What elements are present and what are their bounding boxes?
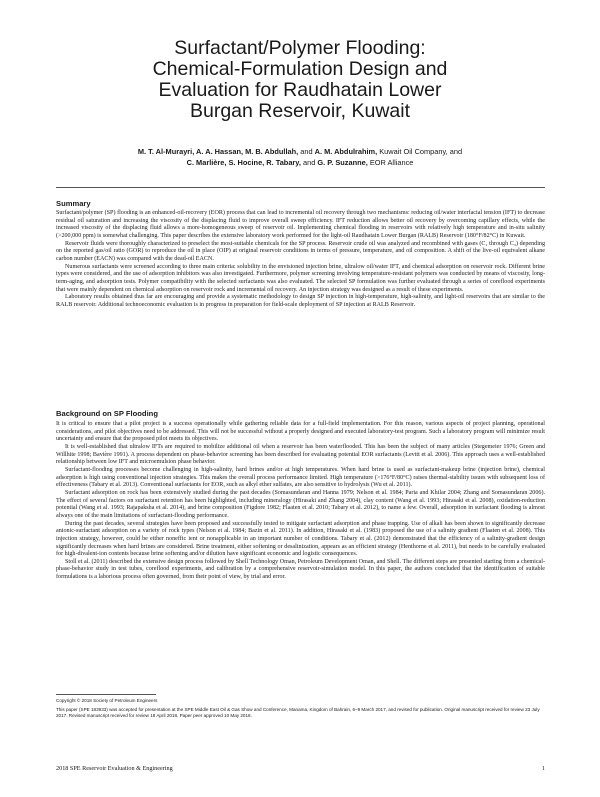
title-line: Evaluation for Raudhatain Lower xyxy=(158,79,442,101)
summary-body xyxy=(56,210,545,310)
summary-heading: Summary xyxy=(56,199,91,208)
author-conjunction: and xyxy=(298,147,315,156)
background-paragraph: During the past decades, several strategies have been proposed and successfully tested to mitigate surfactant adsorption and phase trapping. Use of alkali has been shown to significantly decrease anionic-surfactant adsorption on a variety of rock types (Nelson et al. 1984; Bazin et al. 2011). In addition, Hirasaki et al. (1983) proposed the use of a salinity gradient (Flaaten et al. 2008). This injection strategy, however, could be either noneffic ient or nonapplicable in an important number of conditions. Tabary et al. (2012) demonstrated that the efficiency of a salinity-gradient design significantly decreases when hard brines are considered. Brine treatment, either softening or desalinization, appears as an efficient strategy (Henthorne et al. 2011), but needs to be carefully evaluated for high-divalent-ion contents because brine softening and/or dilution have significant economic and logistic consequences. xyxy=(56,520,545,558)
background-heading: Background on SP Flooding xyxy=(56,409,158,418)
publication-note: This paper (SPE 183933) was accepted for presentation at the SPE Middle East Oil & Gas Show and Conference, Manama, Kingdom of Bahrain, 6–9 March 2017, and revised for publication. Original manuscript received for review 23 July 2017. Revised manuscript received for review 18 April 2018. Paper peer approved 10 May 2018. xyxy=(56,706,540,719)
footnotes xyxy=(56,698,545,722)
summary-paragraph: Reservoir fluids were thoroughly characterized to preselect the most-suitable chemicals for the SP process. Reservoir crude oil was analyzed and recombined with gases (C₁ through C₃) depending on the reported gas/oil ratio (GOR) to reproduce the oil in place (OIP) at original reservoir conditions in terms of pressure, temperature, and oil composition. A shift of the live-oil equivalent alkane carbon number (EACN) was compared with the dead-oil EACN. xyxy=(56,240,545,262)
author-affiliation: EOR Alliance xyxy=(367,158,414,167)
background-body xyxy=(56,421,545,582)
author-conjunction: and xyxy=(300,158,318,167)
page-number: 1 xyxy=(541,765,545,772)
background-paragraph: Surfactant adsorption on rock has been extensively studied during the past decades (Somasundaran and Hanna 1979; Nelson et al. 1984; Paria and Khilar 2004; Zhang and Somasundaran 2006). The effect of several factors on surfactant retention has been highlighted, including mineralogy (Hirasaki and Zhang 2004), clay content (Wang et al. 1993; Hirasaki et al. 2008), oxidation-reduction potential (Wang et al. 1993; Rajapaksha et al. 2014), and brine composition (Figdore 1982; Flaaten et al. 2010; Tabary et al. 2012), to name a few. Overall, adsorption in surfactant flooding is almost always one of the main limitations of surfactant-flooding performance. xyxy=(56,489,545,519)
author-names: C. Marlière, S. Hocine, R. Tabary, xyxy=(186,158,301,167)
running-footer xyxy=(56,765,545,772)
background-paragraph: It is well-established that ultralow IFTs are required to mobilize additional oil when a reservoir has been waterflooded. This has been the subject of many articles (Stegemeier 1976; Green and Willhite 1998; Bavière 1991). A process dependent on phase-behavior screening has been described for evaluating potential EOR surfactants (Levitt et al. 2006). This approach uses a well-established relationship between low IFT and microemulsion phase behavior. xyxy=(56,443,545,466)
journal-name: 2018 SPE Reservoir Evaluation & Engineering xyxy=(56,765,173,772)
background-paragraph: It is critical to ensure that a pilot project is a success operationally while gathering reliable data for a full-field implementation. For this reason, various aspects of project planning, operational considerations, and pilot objectives need to be addressed. This will not be successful without a properly designed and executed laboratory-test program. Such a laboratory program will minimize result uncertainty and ensure that the proposed pilot meets its objectives. xyxy=(56,421,545,443)
author-names: A. M. Abdulrahim, xyxy=(314,147,378,156)
background-paragraph: Stoll et al. (2011) described the extensive design process followed by Shell Technology Oman, Petroleum Development Oman, and Shell. The different steps are presented starting from a chemical-phase-behavior study in test tubes, coreflood experiments, and calibration by a comprehensive reservoir-simulation model. In this paper, the authors concluded that the identification of suitable formulations is a laborious process often governed, from their point of view, by trial and error. xyxy=(56,558,545,581)
header-divider xyxy=(56,187,545,188)
author-names: M. T. Al-Murayri, A. A. Hassan, M. B. Abdullah, xyxy=(137,147,299,156)
author-names: G. P. Suzanne, xyxy=(317,158,368,167)
author-line xyxy=(40,146,560,157)
title-line: Surfactant/Polymer Flooding: xyxy=(174,37,426,59)
author-block xyxy=(40,146,560,168)
footnote-divider xyxy=(56,694,156,695)
background-paragraph: Surfactant-flooding processes become challenging in high-salinity, hard brines and/or at high temperatures. When hard brine is used as surfactant-makeup brine (injection brine), chemical adsorption is high using conventional injection strategies. This makes the overall process performance limited. High temperature (>176°F/80°C) raises thermal-stability issues with subsequent loss of effectiveness (Tabary et al. 2013). Conventional surfactants for EOR, such as alkyl ether sulfates, are also sensitive to hydrolysis (Wu et al. 2011). xyxy=(56,466,545,489)
author-line xyxy=(40,157,560,168)
copyright-notice: Copyright © 2018 Society of Petroleum Engineers xyxy=(56,698,158,703)
title-line: Burgan Reservoir, Kuwait xyxy=(189,100,411,122)
author-affiliation: Kuwait Oil Company, and xyxy=(377,147,463,156)
paper-title xyxy=(60,38,540,122)
summary-paragraph: Laboratory results obtained thus far are encouraging and provide a systematic methodology to design SP injection in high-temperature, high-salinity, and light-oil reservoirs that are similar to the RALB reservoir. Additional technoeconomic evaluation is in progress in preparation for field-scale deployment of SP injection at RALB Reservoir. xyxy=(56,294,545,308)
summary-paragraph: Surfactant/polymer (SP) flooding is an enhanced-oil-recovery (EOR) process that can lead to incremental oil recovery through two mechanisms: reducing oil/water interfacial tension (IFT) to decrease residual oil saturation and increasing the viscosity of the displacing fluid to improve overall sweep efficiency. IFT reduction allows better oil recovery by overcoming capillary effects, while the increased viscosity of the displacing fluid allows a more-homogeneous sweep of reservoir oil. Implementing chemical flooding in reservoirs with relatively high temperature and in-situ salinity (>200,000 ppm) is somewhat challenging. This paper describes the extensive laboratory work performed for the light-oil Raudhatain Lower Burgan (RALB) Reservoir (180°F/82°C) in Kuwait. xyxy=(56,210,545,239)
summary-paragraph: Numerous surfactants were screened according to three main criteria: solubility in the envisioned injection brine, ultralow oil/water IFT, and chemical adsorption on reservoir rock. Different brine types were considered, and the use of adsorption inhibitors was also investigated. Furthermore, polymer screening involving temperature-resistant polymers was conducted by means of viscosity, long-term-aging, and adsorption tests. Polymer compatibility with the selected surfactants was also evaluated. The selected SP formulation was further evaluated through a series of coreflood experiments that were mainly dependent on chemical adsorption on reservoir rock and incremental oil recovery. An injection strategy was designed as a result of these experiments. xyxy=(56,263,545,293)
title-line: Chemical-Formulation Design and xyxy=(152,58,448,80)
